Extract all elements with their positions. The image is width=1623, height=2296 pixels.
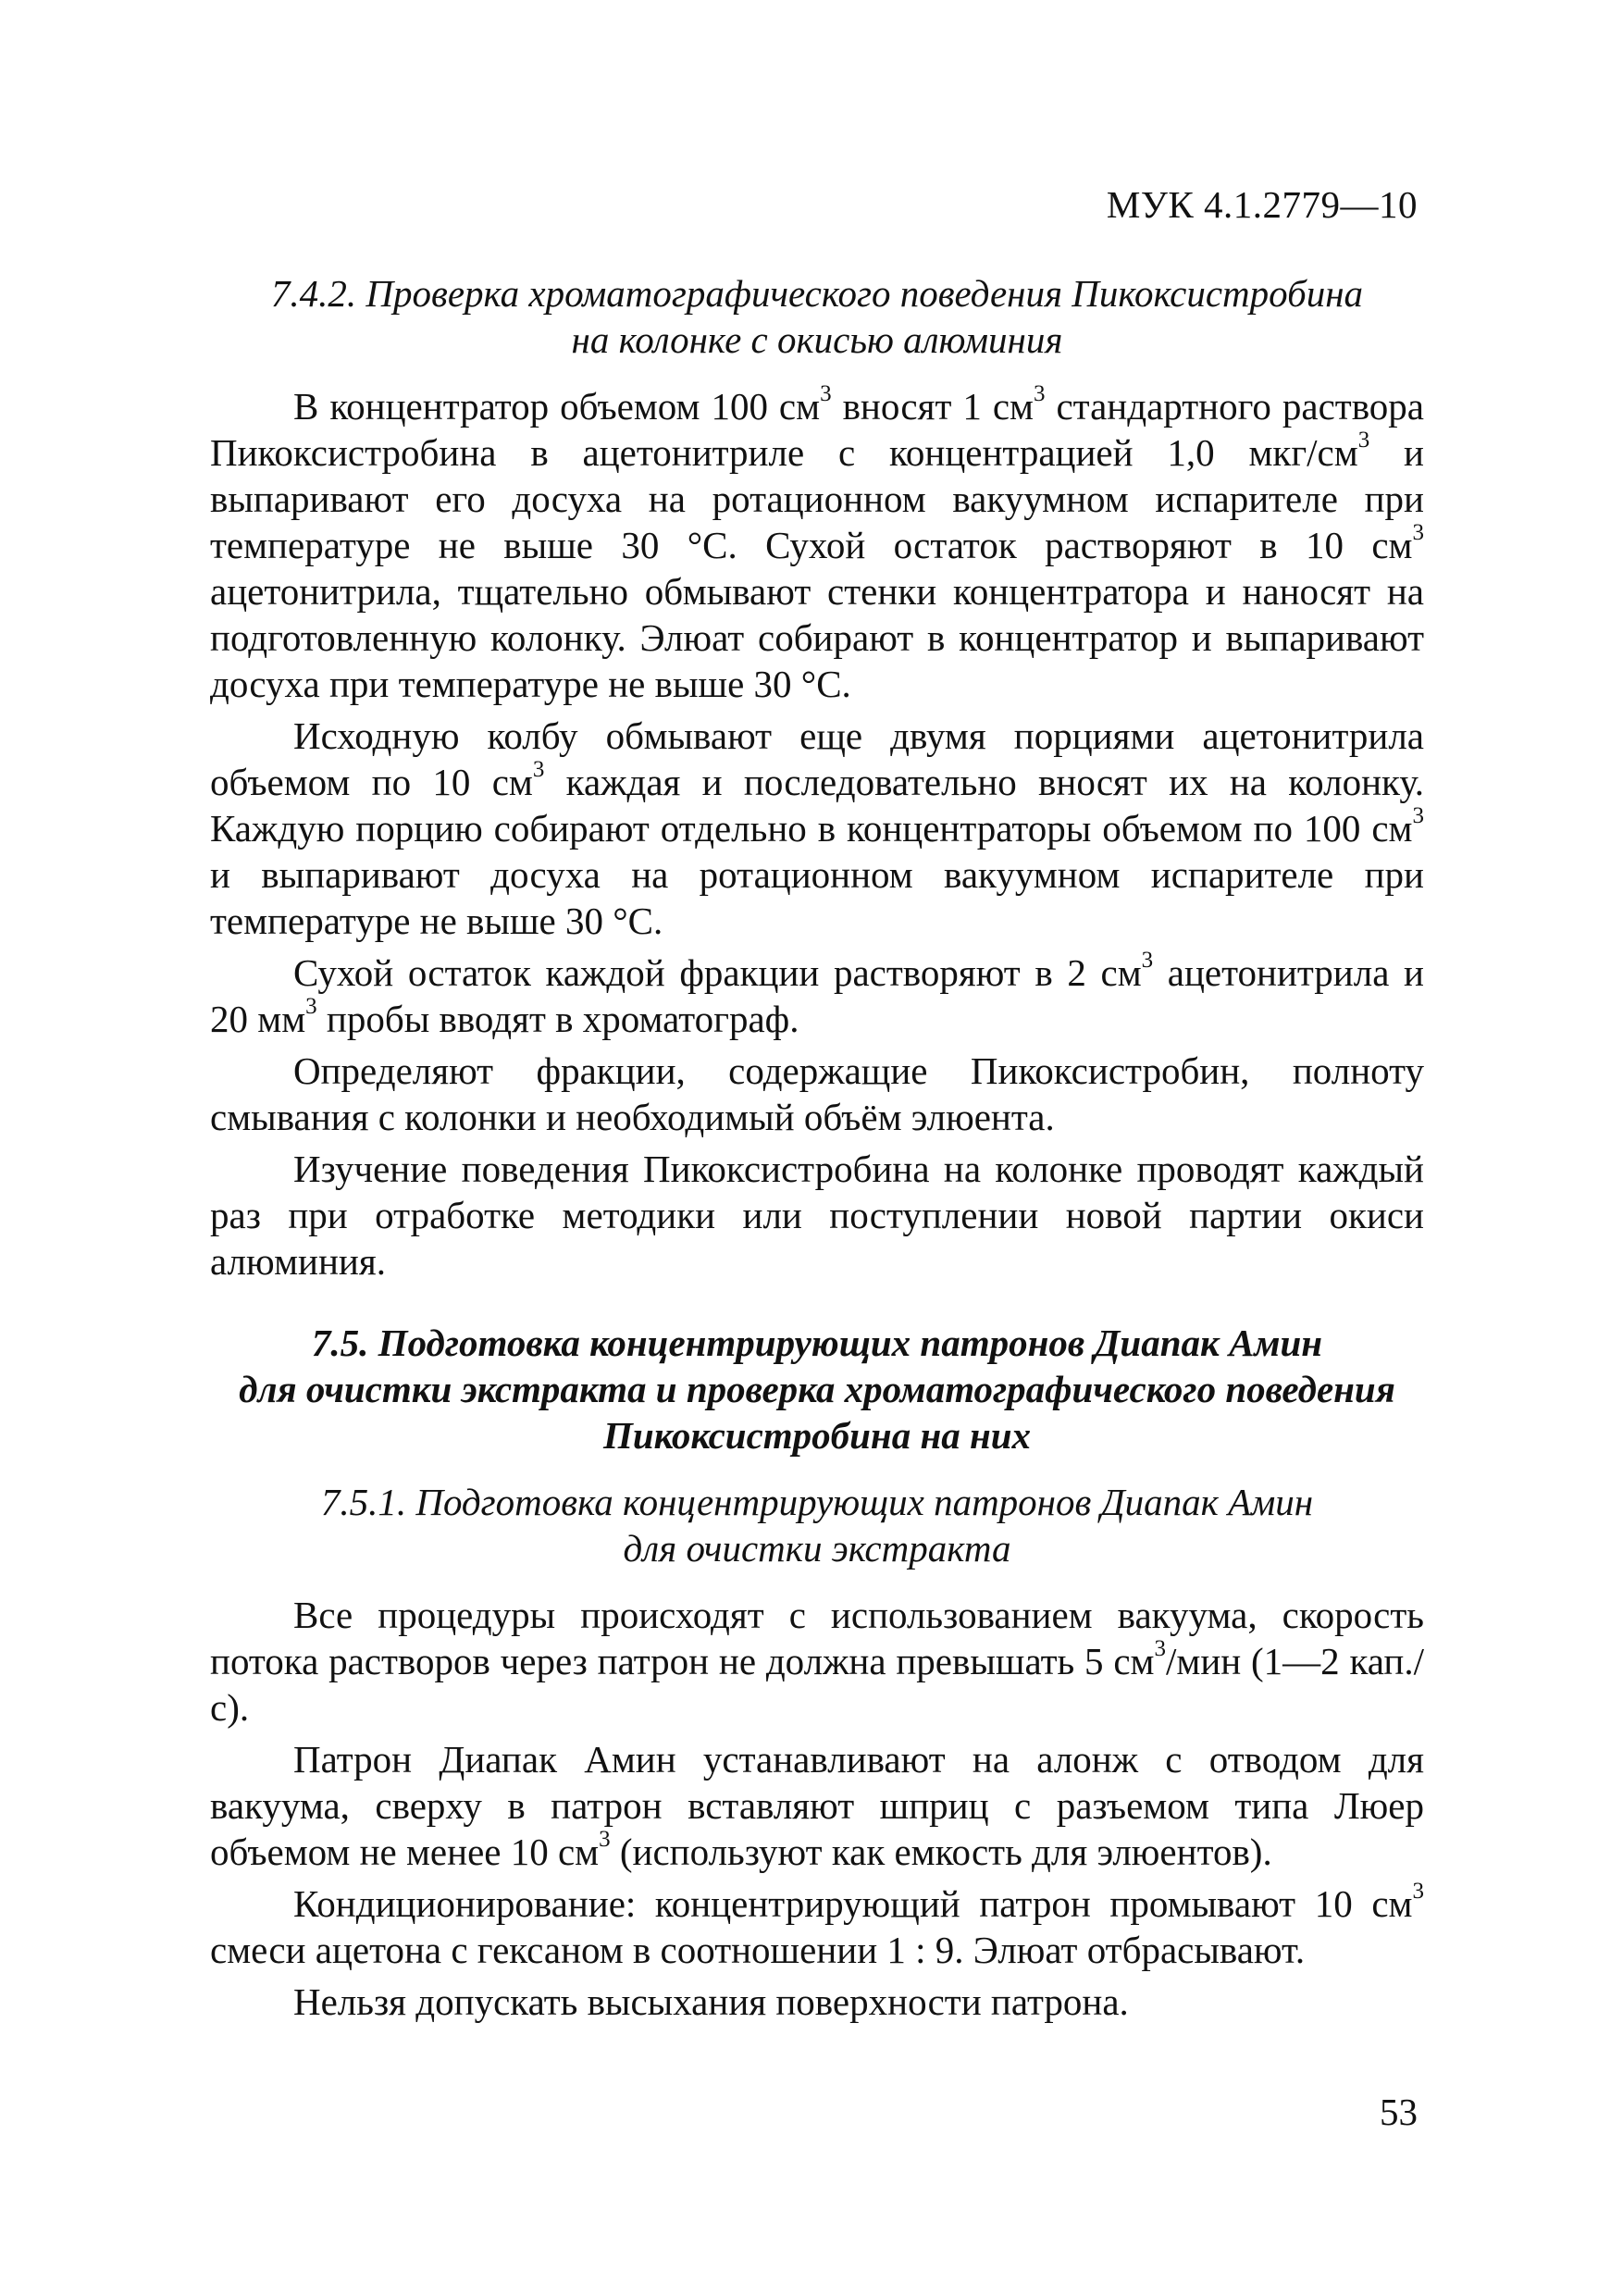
section-7-4-2-heading: [210, 270, 1424, 363]
text-run: и выпаривают его досуха на ротационном вакуумном испарителе при температуре не выше 30 °С. Сухой остаток растворяют в 10 см: [210, 431, 1424, 566]
page-content: [210, 270, 1424, 2025]
text-run: стандартного раствора Пикоксистробина в ацетонитриле с концентрацией 1,0 мкг/см: [210, 385, 1424, 474]
paragraph: [210, 713, 1424, 944]
text-run: В концентратор объемом 100 см: [293, 385, 821, 428]
text-run: Все процедуры происходят с использованием вакуума, скорость потока растворов через патрон не должна превышать 5 см: [210, 1594, 1424, 1682]
superscript: 3: [1412, 520, 1424, 546]
heading-line: для очистки экстракта: [623, 1527, 1011, 1570]
text-run: ацетонитрила, тщательно обмывают стенки концентратора и наносят на подготовленную колонку. Элюат собирают в концентратор и выпаривают досуха при температуре не выше 30 °С.: [210, 570, 1424, 705]
paragraph: Нельзя допускать высыхания поверхности патрона.: [293, 1980, 1129, 2023]
heading-line: 7.5. Подготовка концентрирующих патронов Диапак Амин: [311, 1322, 1323, 1364]
superscript: 3: [1412, 1879, 1424, 1905]
heading-line: 7.5.1. Подготовка концентрирующих патронов Диапак Амин: [320, 1481, 1314, 1523]
heading-line: на колонке с окисью алюминия: [571, 318, 1063, 361]
superscript: 3: [1033, 381, 1046, 407]
superscript: 3: [1357, 428, 1370, 453]
text-run: Кондиционирование: концентрирующий патрон промывают 10 см: [293, 1882, 1413, 1925]
paragraph: Определяют фракции, содержащие Пикоксистробин, полноту смывания с колонки и необходимый объём элюента.: [210, 1049, 1424, 1138]
paragraph: [210, 1736, 1424, 1875]
text-run: смеси ацетона с гексаном в соотношении 1 : 9. Элюат отбрасывают.: [210, 1929, 1306, 1971]
section-7-5-heading: [210, 1320, 1424, 1458]
paragraph: [210, 949, 1424, 1042]
text-run: Патрон Диапак Амин устанавливают на алонж с отводом для вакуума, сверху в патрон вставляют шприц с разъемом типа Люер объемом не менее 10 см: [210, 1738, 1424, 1873]
paragraph: Изучение поведения Пикоксистробина на колонке проводят каждый раз при отработке методики или поступлении новой партии окиси алюминия.: [210, 1148, 1424, 1283]
heading-line: 7.4.2. Проверка хроматографического поведения Пикоксистробина: [270, 272, 1364, 315]
text-run: каждая и последовательно вносят их на колонку. Каждую порцию собирают отдельно в концентраторы объемом по 100 см: [210, 761, 1424, 850]
paragraph: [210, 383, 1424, 707]
text-run: Сухой остаток каждой фракции растворяют в 2 см: [293, 951, 1142, 994]
document-code: МУК 4.1.2779—10: [1106, 183, 1418, 226]
text-run: и выпаривают досуха на ротационном вакуумном испарителе при температуре не выше 30 °С.: [210, 853, 1424, 942]
heading-line: Пикоксистробина на них: [602, 1414, 1032, 1457]
page-number: 53: [1380, 2091, 1418, 2133]
superscript: 3: [305, 994, 317, 1020]
text-run: /мин (1—2 кап./с).: [210, 1640, 1424, 1729]
section-7-5-1-heading: [210, 1479, 1424, 1571]
superscript: 3: [1141, 948, 1154, 974]
text-run: пробы вводят в хроматограф.: [316, 998, 799, 1040]
paragraph: [210, 1880, 1424, 1973]
superscript: 3: [820, 381, 832, 407]
text-run: Исходную колбу обмывают еще двумя порциями ацетонитрила объемом по 10 см: [210, 714, 1424, 803]
text-run: ацетонитрила и 20 мм: [210, 951, 1424, 1040]
superscript: 3: [599, 1827, 611, 1853]
heading-line: для очистки экстракта и проверка хроматографического поведения: [239, 1368, 1395, 1410]
superscript: 3: [1154, 1636, 1166, 1662]
paragraph: [210, 1592, 1424, 1731]
superscript: 3: [1412, 803, 1424, 829]
text-run: (используют как емкость для элюентов).: [610, 1831, 1272, 1873]
text-run: вносят 1 см: [831, 385, 1034, 428]
superscript: 3: [532, 757, 545, 783]
